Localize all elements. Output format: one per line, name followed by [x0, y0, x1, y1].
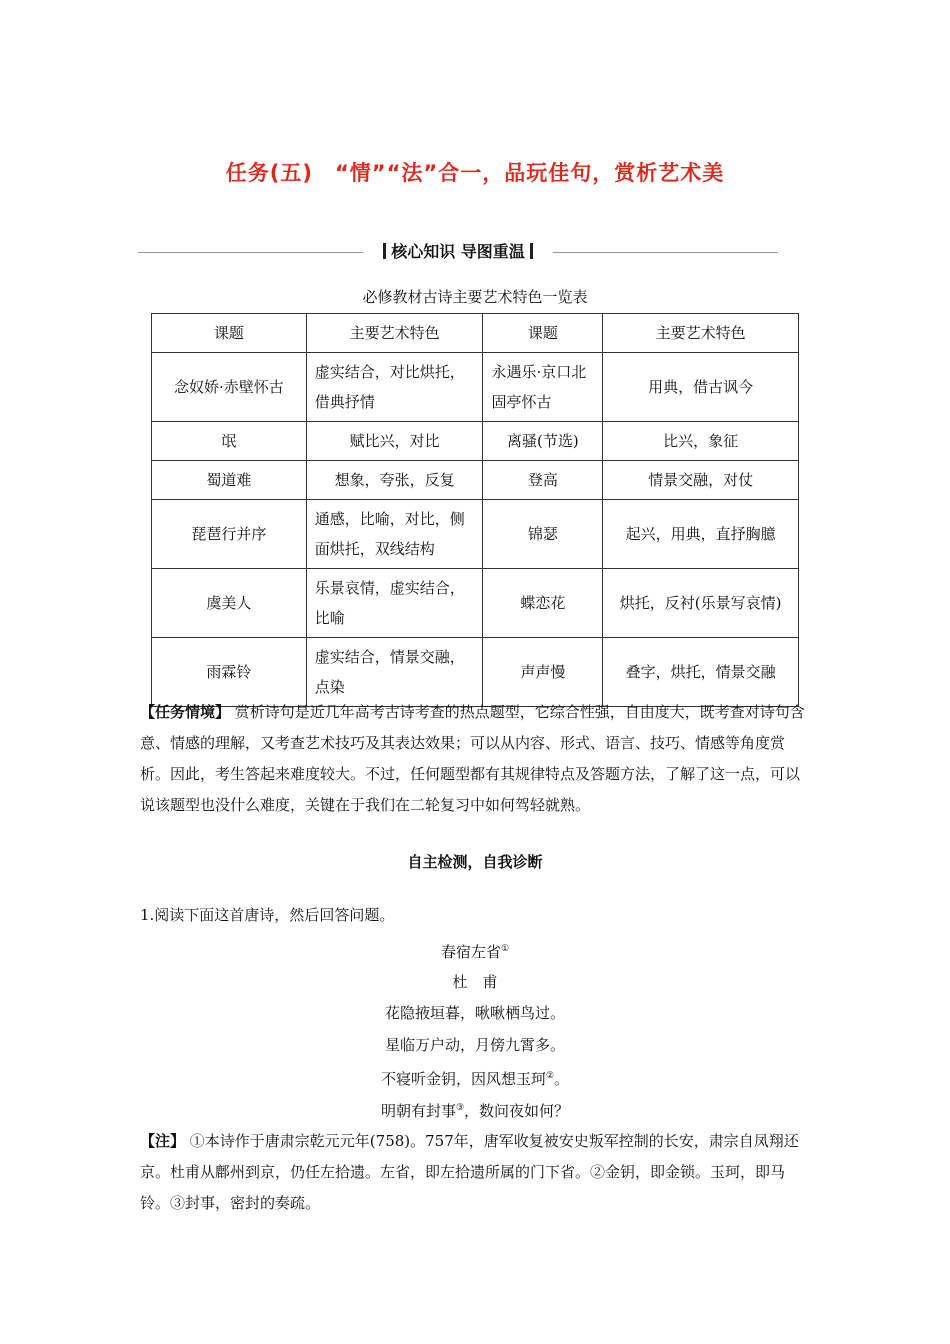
- poem-line: [0, 1096, 950, 1123]
- table-cell: 起兴，用典，直抒胸臆: [603, 500, 799, 569]
- table-cell: 锦瑟: [483, 500, 603, 569]
- table-cell: 赋比兴，对比: [306, 422, 483, 461]
- question-1: 1.阅读下面这首唐诗，然后回答问题。: [140, 906, 395, 924]
- section-banner: [138, 240, 778, 264]
- table-cell: 想象，夸张，反复: [306, 461, 483, 500]
- task-context-paragraph: [140, 697, 812, 821]
- poem-line-text: 明朝有封事: [380, 1102, 456, 1120]
- table-cell: 登高: [483, 461, 603, 500]
- table-cell: 念奴娇·赤壁怀古: [152, 353, 307, 422]
- poem-line: 花隐掖垣暮，啾啾栖鸟过。: [384, 1004, 565, 1022]
- table-cell: 虚实结合，对比烘托，借典抒情: [306, 353, 483, 422]
- table-row: [152, 500, 799, 569]
- table-cell: 声声慢: [483, 638, 603, 707]
- table-cell: 雨霖铃: [152, 638, 307, 707]
- table-cell: 用典，借古讽今: [603, 353, 799, 422]
- header-topic: 课题: [152, 314, 307, 353]
- table-cell: 永遇乐·京口北固亭怀古: [483, 353, 603, 422]
- table-cell: 虚实结合，情景交融，点染: [306, 638, 483, 707]
- footnote-mark: ③: [455, 1103, 465, 1113]
- header-topic: 课题: [483, 314, 603, 353]
- table-cell: 烘托，反衬(乐景写哀情): [603, 569, 799, 638]
- table-cell: 蜀道难: [152, 461, 307, 500]
- table-cell: 比兴，象征: [603, 422, 799, 461]
- section-label-text: 核心知识 导图重温: [391, 242, 525, 261]
- table-cell: 乐景哀情，虚实结合，比喻: [306, 569, 483, 638]
- table-cell: 氓: [152, 422, 307, 461]
- poem-line: [0, 1064, 950, 1091]
- poem-title-text: 春宿左省: [440, 943, 501, 961]
- banner-line-right: [553, 252, 778, 253]
- sub-heading: 自主检测，自我诊断: [407, 853, 543, 871]
- table-cell: 情景交融，对仗: [603, 461, 799, 500]
- footnote-mark: ②: [545, 1071, 555, 1081]
- table-row: [152, 569, 799, 638]
- section-label: [363, 240, 553, 264]
- table-cell: 离骚(节选): [483, 422, 603, 461]
- notes-paragraph: [140, 1126, 812, 1219]
- table-cell: 叠字，烘托，情景交融: [603, 638, 799, 707]
- header-features: 主要艺术特色: [306, 314, 483, 353]
- table-cell: 琵琶行并序: [152, 500, 307, 569]
- notes-text: ①本诗作于唐肃宗乾元元年(758)。757年，唐军收复被安史叛军控制的长安，肃宗自凤翔还京。杜甫从鄜州到京，仍任左拾遗。左省，即左拾遗所属的门下省。②金钥，即金锁。玉珂，即马铃。③封事，密封的奏疏。: [140, 1132, 799, 1212]
- poem-line-tail: ，数问夜如何？: [464, 1102, 570, 1120]
- task-context-text: 赏析诗句是近几年高考古诗考查的热点题型，它综合性强，自由度大，既考查对诗句含意、情感的理解，又考查艺术技巧及其表达效果；可以从内容、形式、语言、技巧、情感等角度赏析。因此，考生答起来难度较大。不过，任何题型都有其规律特点及答题方法，了解了这一点，可以说该题型也没什么难度，关键在于我们在二轮复习中如何驾轻就熟。: [140, 703, 805, 814]
- table-cell: 通感，比喻，对比，侧面烘托，双线结构: [306, 500, 483, 569]
- table-header-row: [152, 314, 799, 353]
- table-row: [152, 422, 799, 461]
- table-row: [152, 353, 799, 422]
- table-cell: 虞美人: [152, 569, 307, 638]
- table-caption: 必修教材古诗主要艺术特色一览表: [362, 288, 588, 306]
- table-cell: 蝶恋花: [483, 569, 603, 638]
- poem-author: 杜 甫: [452, 973, 498, 991]
- task-context-label: 【任务情境】: [140, 703, 231, 721]
- notes-label: 【注】: [140, 1132, 186, 1150]
- poem-line-text: 不寝听金钥，因风想玉珂: [380, 1070, 546, 1088]
- header-features: 主要艺术特色: [603, 314, 799, 353]
- banner-line-left: [138, 252, 363, 253]
- page-title: 任务(五) “情”“法”合一，品玩佳句，赏析艺术美: [225, 161, 725, 185]
- poem-line-tail: 。: [554, 1070, 570, 1088]
- poem-title: [0, 937, 950, 964]
- table-row: [152, 461, 799, 500]
- art-features-table: [151, 313, 799, 707]
- footnote-mark: ①: [500, 944, 510, 954]
- poem-line: 星临万户动，月傍九霄多。: [384, 1036, 565, 1054]
